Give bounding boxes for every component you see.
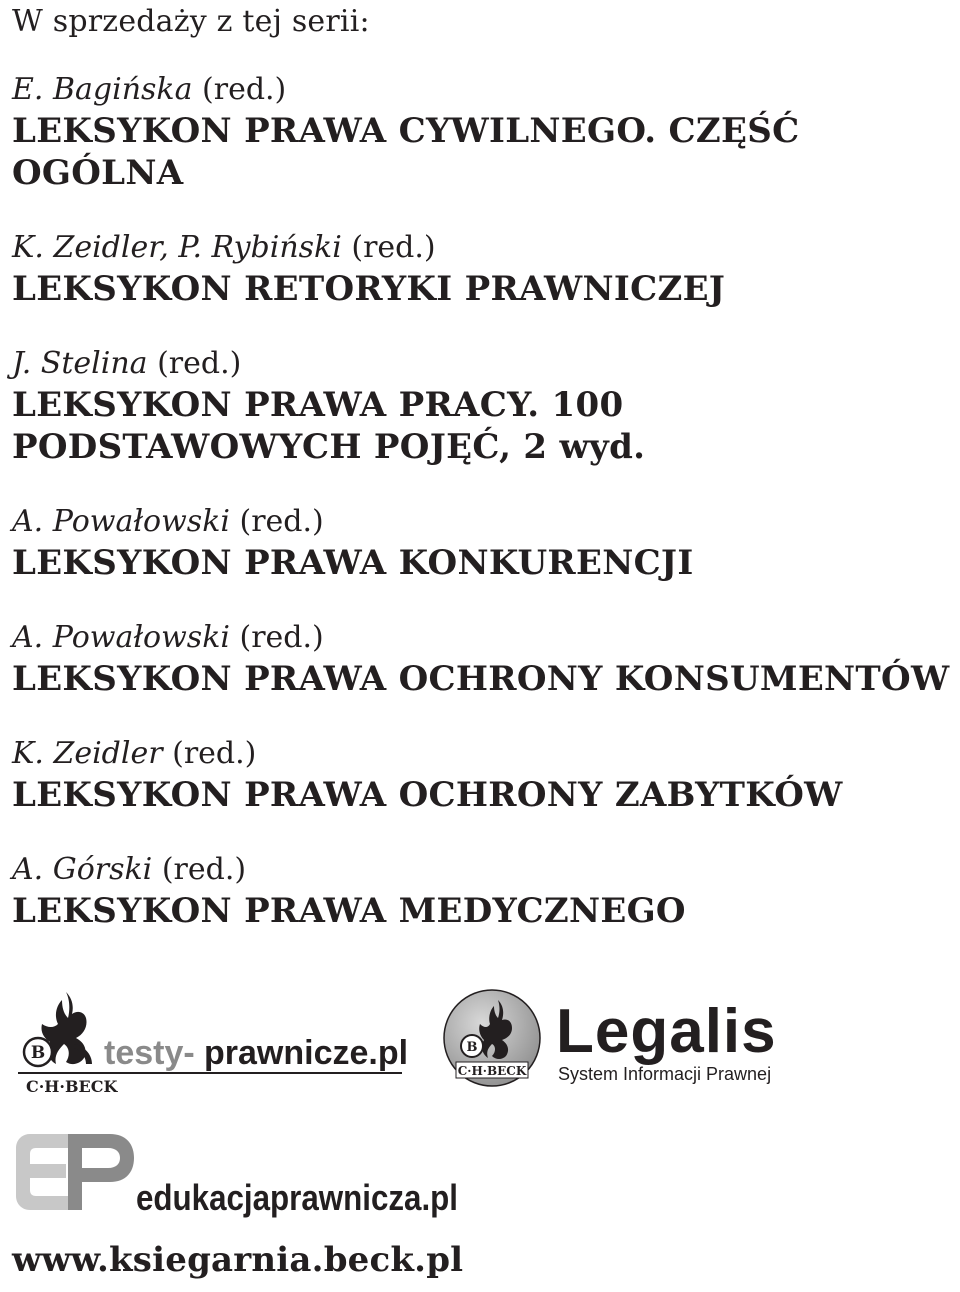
book-item [12, 228, 957, 310]
book-title: LEKSYKON PRAWA PRACY. 100 PODSTAWOWYCH POJĘĆ, 2 wyd. [12, 385, 646, 467]
logo-legalis-name: Legalis [556, 997, 777, 1066]
book-title: LEKSYKON RETORYKI PRAWNICZEJ [12, 269, 726, 309]
book-editor-suffix: (red.) [152, 852, 247, 887]
book-editor-line [12, 618, 957, 658]
monogram-letter: B [30, 1043, 46, 1063]
book-editor-suffix: (red.) [162, 736, 257, 771]
book-editor-line [12, 502, 957, 542]
series-intro: W sprzedaży z tej serii: [12, 4, 370, 39]
ep-mark-icon [16, 1134, 134, 1210]
book-editor-line [12, 70, 957, 110]
book-editor-suffix: (red.) [229, 504, 324, 539]
book-title: LEKSYKON PRAWA KONKURENCJI [12, 543, 694, 583]
book-item [12, 70, 957, 194]
book-item [12, 734, 957, 816]
book-editor: J. Stelina [12, 346, 148, 381]
logo-underline [18, 1072, 402, 1074]
monogram-letter: B [466, 1040, 478, 1055]
book-editor-line [12, 228, 957, 268]
book-editor-line [12, 344, 957, 384]
book-editor-suffix: (red.) [341, 230, 436, 265]
logo-publisher: C·H·BECK [26, 1077, 118, 1096]
book-list [12, 70, 957, 966]
bookstore-url[interactable]: www.ksiegarnia.beck.pl [12, 1240, 464, 1280]
book-editor: K. Zeidler [12, 736, 163, 771]
book-editor: A. Powałowski [12, 504, 230, 539]
book-item [12, 618, 957, 700]
logo-publisher: C·H·BECK [457, 1064, 527, 1078]
book-editor-suffix: (red.) [192, 72, 287, 107]
book-editor: A. Powałowski [12, 620, 230, 655]
book-title: LEKSYKON PRAWA MEDYCZNEGO [12, 891, 686, 931]
book-item [12, 850, 957, 932]
logo-testy-site-b: prawnicze.pl [204, 1034, 409, 1072]
book-editor-suffix: (red.) [147, 346, 242, 381]
book-title: LEKSYKON PRAWA OCHRONY KONSUMENTÓW [12, 659, 950, 699]
logo-legalis-tagline: System Informacji Prawnej [558, 1064, 772, 1084]
book-editor: A. Górski [12, 852, 153, 887]
logo-edukacja-site: edukacjaprawnicza.pl [136, 1177, 458, 1218]
book-editor: K. Zeidler, P. Rybiński [12, 230, 342, 265]
book-title: LEKSYKON PRAWA OCHRONY ZABYTKÓW [12, 775, 843, 815]
book-item [12, 344, 957, 468]
book-title: LEKSYKON PRAWA CYWILNEGO. CZĘŚĆ OGÓLNA [12, 111, 800, 193]
book-editor-line [12, 734, 957, 774]
edukacja-prawnicza-logo [16, 1134, 466, 1224]
legalis-logo [442, 988, 812, 1096]
logo-testy-site-a: testy- [104, 1034, 195, 1072]
book-item [12, 502, 957, 584]
book-editor-suffix: (red.) [229, 620, 324, 655]
testy-prawnicze-logo [14, 988, 414, 1098]
book-editor: E. Bagińska [12, 72, 193, 107]
book-editor-line [12, 850, 957, 890]
